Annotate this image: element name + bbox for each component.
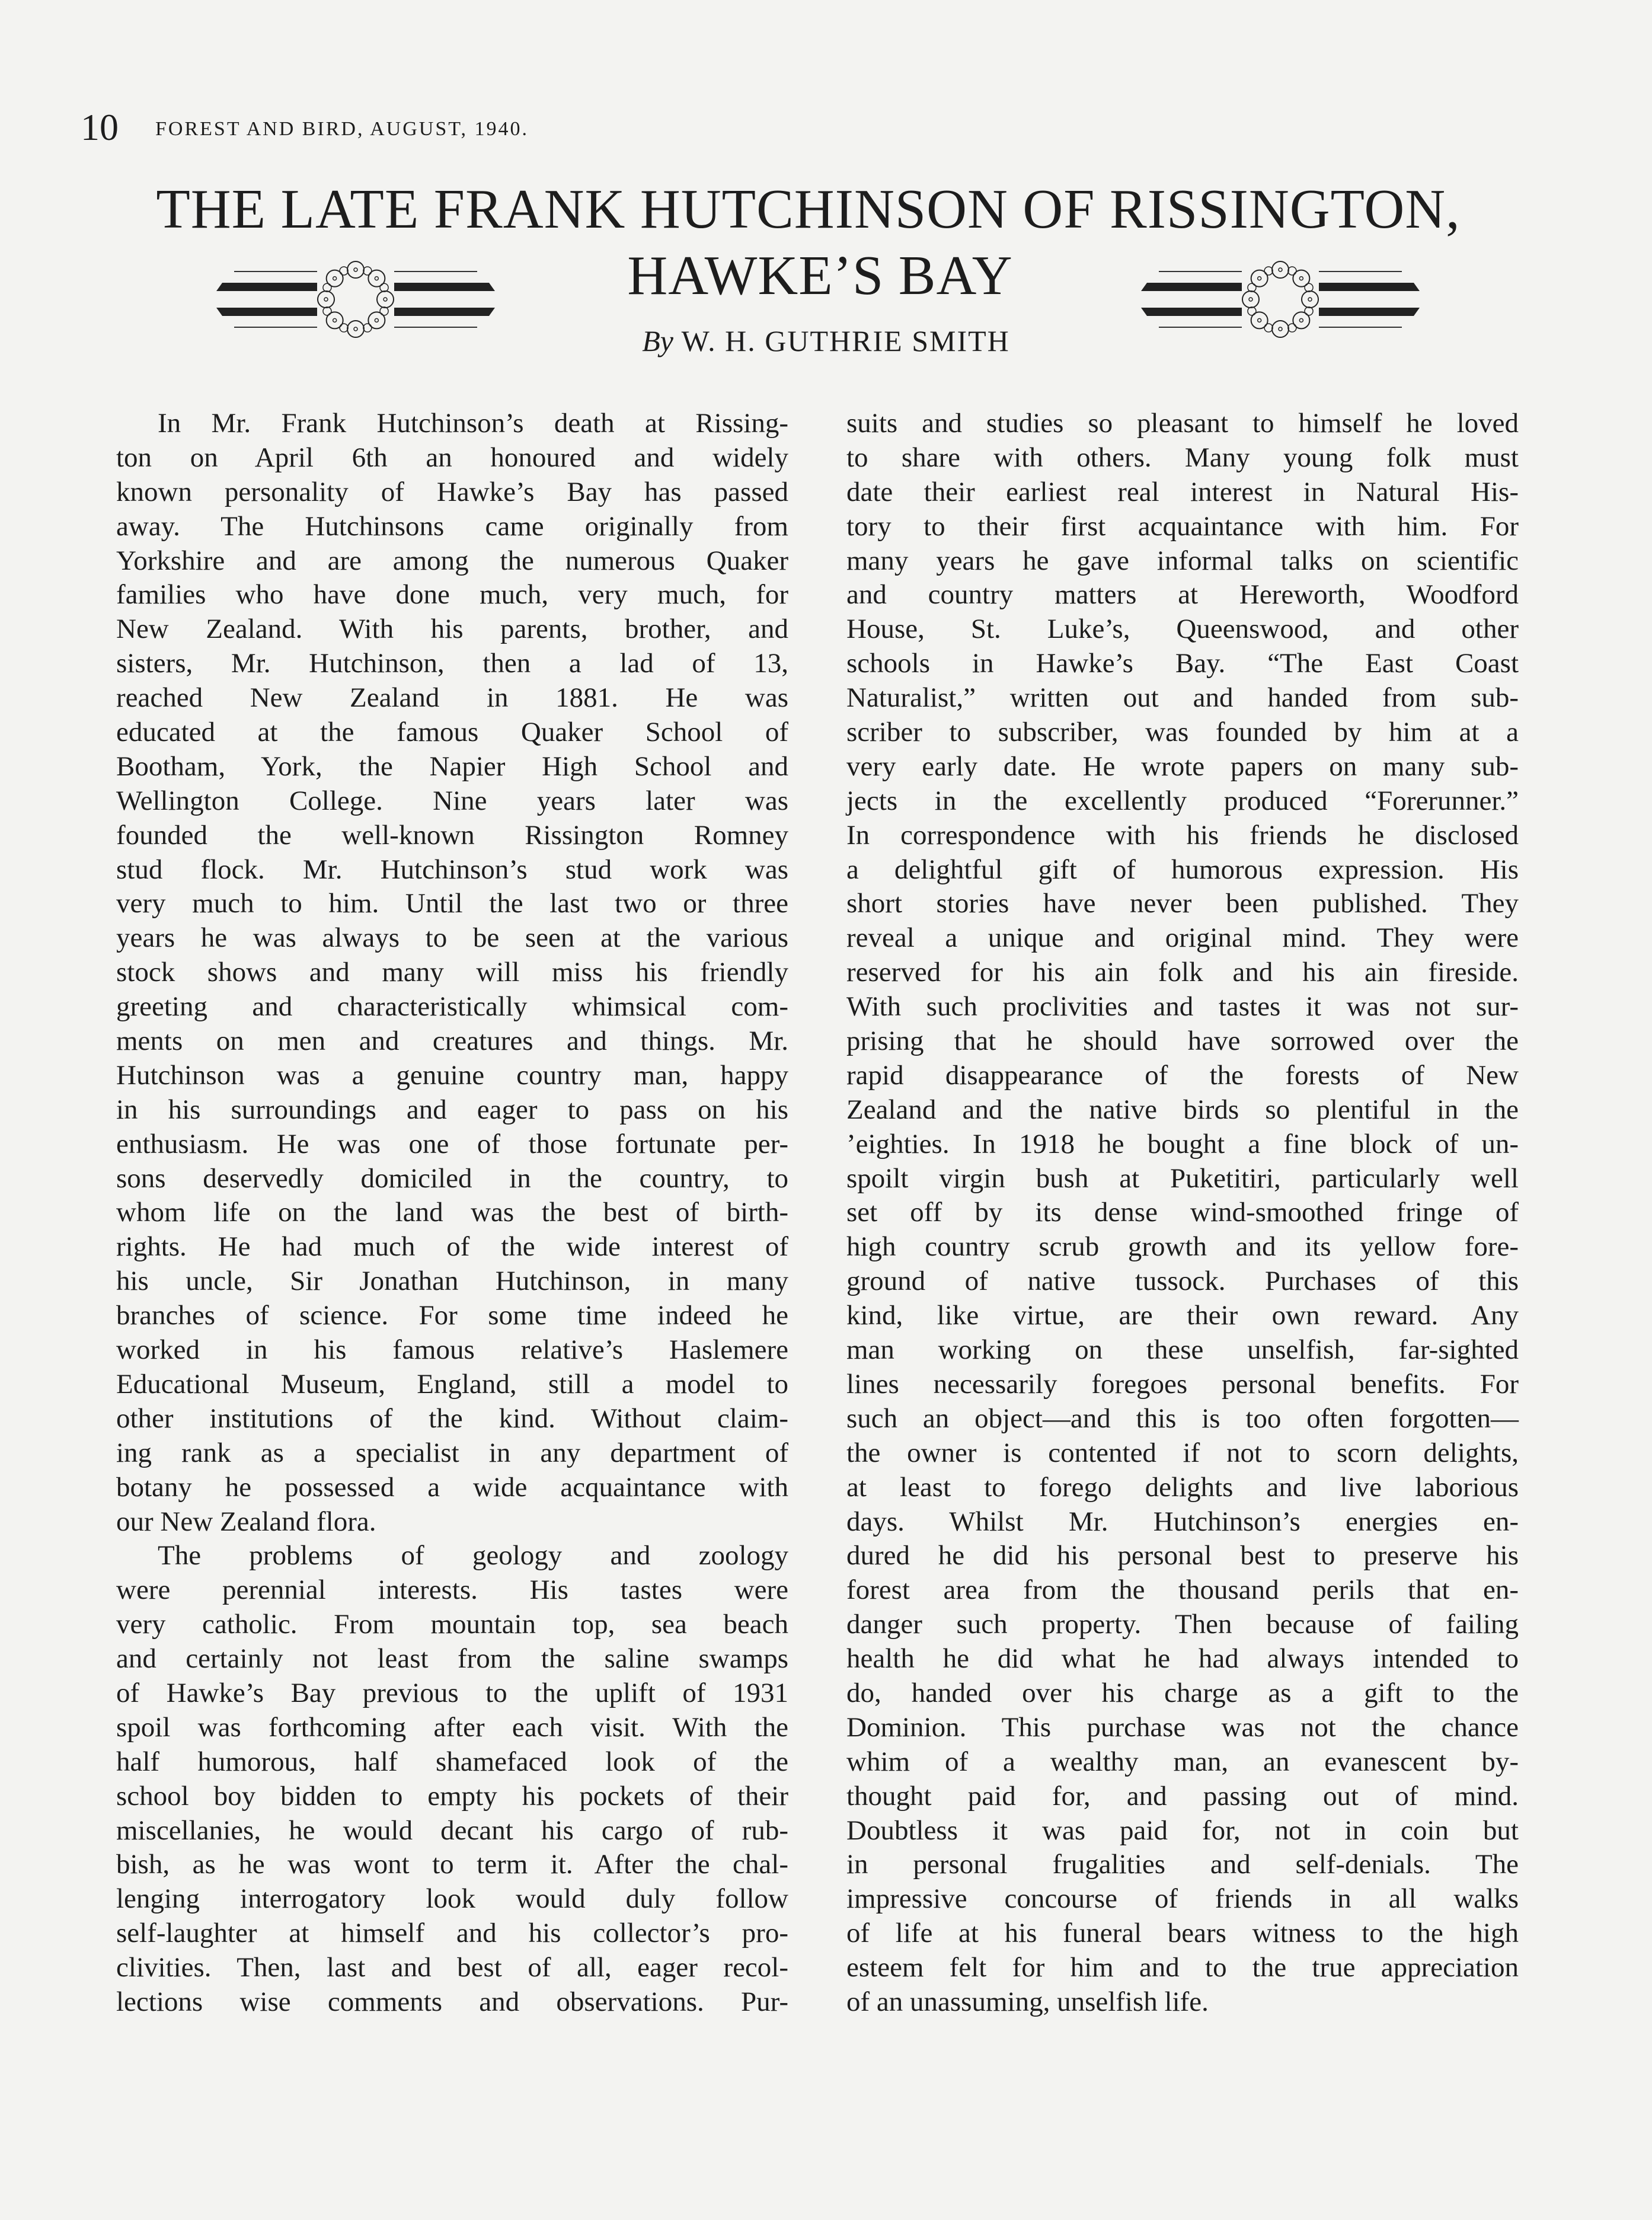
text-line: miscellanies, he would decant his cargo of rub- [116,1815,788,1846]
ornament-part [377,291,394,308]
text-line: New Zealand. With his parents, brother, and [116,614,788,645]
ornament-part [1258,318,1261,322]
text-line: stock shows and many will miss his friendly [116,957,788,988]
ornament-part [1272,261,1289,278]
ornament-part [1299,277,1303,280]
text-line: clivities. Then, last and best of all, eager recol- [116,1952,788,1983]
ornament-part [1319,308,1420,316]
text-line: reserved for his ain folk and his ain fireside. [846,957,1519,988]
text-line: whom life on the land was the best of birth- [116,1197,788,1228]
text-line: lines necessarily foregoes personal benefits. For [846,1368,1519,1400]
text-line: reveal a unique and original mind. They were [846,922,1519,954]
ornament-part [1299,318,1303,322]
text-line: school boy bidden to empty his pockets of their [116,1780,788,1812]
ornament-part [384,298,387,301]
text-line: branches of science. For some time indeed he [116,1300,788,1331]
ornament-part [375,318,378,322]
ornament-part [324,298,328,301]
text-line: his uncle, Sir Jonathan Hutchinson, in many [116,1266,788,1297]
ornament-part [1258,277,1261,280]
text-line: very much to him. Until the last two or three [116,888,788,919]
text-line: sisters, Mr. Hutchinson, then a lad of 13, [116,648,788,679]
ornament-part [333,318,337,322]
text-line: With such proclivities and tastes it was not sur- [846,991,1519,1023]
author-name: W. H. GUTHRIE SMITH [681,324,1010,357]
text-line: very catholic. From mountain top, sea beach [116,1609,788,1640]
text-line: years he was always to be seen at the various [116,922,788,954]
text-line: scriber to subscriber, was founded by him at a [846,717,1519,748]
text-line: danger such property. Then because of failing [846,1609,1519,1640]
text-line: esteem felt for him and to the true appreciation [846,1952,1519,1983]
text-line: man working on these unselfish, far-sighted [846,1334,1519,1366]
text-line: our New Zealand flora. [116,1506,376,1537]
text-line: In Mr. Frank Hutchinson’s death at Rissing- [158,408,788,439]
ornament-part [1141,283,1242,291]
ornament-part [1308,298,1312,301]
text-line: The problems of geology and zoology [158,1540,788,1571]
text-line: impressive concourse of friends in all walks [846,1883,1519,1915]
page-number: 10 [81,106,119,148]
text-line: short stories have never been published. They [846,888,1519,919]
ornament-part [347,261,364,278]
text-line: jects in the excellently produced “Forerunner.” [846,785,1519,816]
ornament-part [318,291,334,308]
text-line: ments on men and creatures and things. Mr. [116,1026,788,1057]
ornament-part [1302,291,1318,308]
text-line: Hutchinson was a genuine country man, happy [116,1059,788,1091]
text-line: very early date. He wrote papers on many sub- [846,750,1519,782]
text-line: ton on April 6th an honoured and widely [116,442,788,473]
text-line: spoilt virgin bush at Puketitiri, particularly well [846,1162,1519,1194]
ornament-part [1305,283,1313,292]
text-line: to share with others. Many young folk must [846,442,1519,473]
text-line: rapid disappearance of the forests of New [846,1059,1519,1091]
text-line: in his surroundings and eager to pass on his [116,1094,788,1125]
ornament-part [323,307,331,315]
right-column [846,407,1519,2020]
text-line: of Hawke’s Bay previous to the uplift of 1931 [116,1677,788,1708]
article-title-line2: HAWKE’S BAY [627,245,1013,306]
text-line: educated at the famous Quaker School of [116,717,788,748]
ornament-part [354,268,357,271]
text-line: days. Whilst Mr. Hutchinson’s energies en- [846,1506,1519,1537]
ornament-part [375,277,378,280]
text-line: forest area from the thousand perils that en- [846,1574,1519,1606]
byline-prefix: By [642,324,673,357]
text-line: Wellington College. Nine years later was [116,785,788,816]
text-line: in personal frugalities and self-denials. The [846,1849,1519,1880]
text-line: half humorous, half shamefaced look of the [116,1746,788,1777]
text-line: enthusiasm. He was one of those fortunate per- [116,1128,788,1159]
text-line: and certainly not least from the saline swamps [116,1643,788,1675]
ornament-part [1249,298,1252,301]
text-line: health he did what he had always intended to [846,1643,1519,1675]
text-line: Zealand and the native birds so plentiful in the [846,1094,1519,1125]
text-line: other institutions of the kind. Without claim- [116,1403,788,1434]
text-line: high country scrub growth and its yellow fore- [846,1231,1519,1263]
text-line: many years he gave informal talks on scientific [846,545,1519,576]
text-line: Doubtless it was paid for, not in coin but [846,1815,1519,1846]
text-line: rights. He had much of the wide interest of [116,1231,788,1263]
ornament-part [1279,268,1282,271]
text-line: stud flock. Mr. Hutchinson’s stud work was [116,854,788,885]
ornament-part [394,283,495,291]
ornament-part [1248,307,1256,315]
text-line: worked in his famous relative’s Haslemere [116,1334,788,1366]
text-line: Yorkshire and are among the numerous Quaker [116,545,788,576]
text-line: Bootham, York, the Napier High School and [116,750,788,782]
ornament-part [340,267,348,275]
left-column [116,407,788,2020]
text-line: were perennial interests. His tastes were [116,1574,788,1606]
text-line: away. The Hutchinsons came originally from [116,510,788,542]
text-line: In correspondence with his friends he disclosed [846,819,1519,851]
text-line: Dominion. This purchase was not the chance [846,1711,1519,1743]
text-line: botany he possessed a wide acquaintance with [116,1471,788,1503]
text-line: set off by its dense wind-smoothed fringe of [846,1197,1519,1228]
byline [0,323,1652,359]
ornament-part [216,308,317,316]
text-line: prising that he should have sorrowed over the [846,1026,1519,1057]
ornament-part [380,283,388,292]
text-line: of life at his funeral bears witness to the high [846,1918,1519,1949]
text-line: suits and studies so pleasant to himself he loved [846,408,1519,439]
text-line: schools in Hawke’s Bay. “The East Coast [846,648,1519,679]
text-line: sons deservedly domiciled in the country, to [116,1162,788,1194]
ornament-part [1141,308,1242,316]
text-line: thought paid for, and passing out of mind. [846,1780,1519,1812]
text-line: self-laughter at himself and his collector’s pro- [116,1918,788,1949]
text-line: of an unassuming, unselfish life. [846,1986,1209,2017]
ornament-part [216,283,317,291]
text-line: do, handed over his charge as a gift to the [846,1677,1519,1708]
text-line: dured he did his personal best to preserve his [846,1540,1519,1571]
text-line: bish, as he was wont to term it. After the chal- [116,1849,788,1880]
text-line: date their earliest real interest in Natural His- [846,476,1519,507]
text-line: whim of a wealthy man, an evanescent by- [846,1746,1519,1777]
text-line: the owner is contented if not to scorn delights, [846,1437,1519,1468]
running-title: FOREST AND BIRD, AUGUST, 1940. [155,118,529,140]
ornament-part [1319,283,1420,291]
text-line: ground of native tussock. Purchases of this [846,1266,1519,1297]
article-title-line1: THE LATE FRANK HUTCHINSON OF RISSINGTON, [156,178,1461,240]
ornament-part [1264,267,1273,275]
text-line: such an object—and this is too often forgotten— [846,1403,1519,1434]
text-line: spoil was forthcoming after each visit. With the [116,1711,788,1743]
text-line: known personality of Hawke’s Bay has passed [116,476,788,507]
text-line: Educational Museum, England, still a model to [116,1368,788,1400]
text-line: kind, like virtue, are their own reward. Any [846,1300,1519,1331]
ornament-part [333,277,337,280]
ornament-part [394,308,495,316]
text-line: reached New Zealand in 1881. He was [116,682,788,714]
text-line: families who have done much, very much, for [116,579,788,611]
text-line: and country matters at Hereworth, Woodford [846,579,1519,611]
text-line: a delightful gift of humorous expression. His [846,854,1519,885]
text-line: ing rank as a specialist in any department of [116,1437,788,1468]
text-line: lenging interrogatory look would duly follow [116,1883,788,1915]
text-line: greeting and characteristically whimsical com- [116,991,788,1023]
text-line: Naturalist,” written out and handed from sub- [846,682,1519,714]
text-line: ’eighties. In 1918 he bought a fine block of un- [846,1128,1519,1159]
text-line: founded the well-known Rissington Romney [116,819,788,851]
text-line: House, St. Luke’s, Queenswood, and other [846,614,1519,645]
text-line: at least to forego delights and live laborious [846,1471,1519,1503]
text-line: lections wise comments and observations. Pur- [116,1986,788,2017]
text-line: tory to their first acquaintance with him. For [846,510,1519,542]
ornament-part [1242,291,1259,308]
